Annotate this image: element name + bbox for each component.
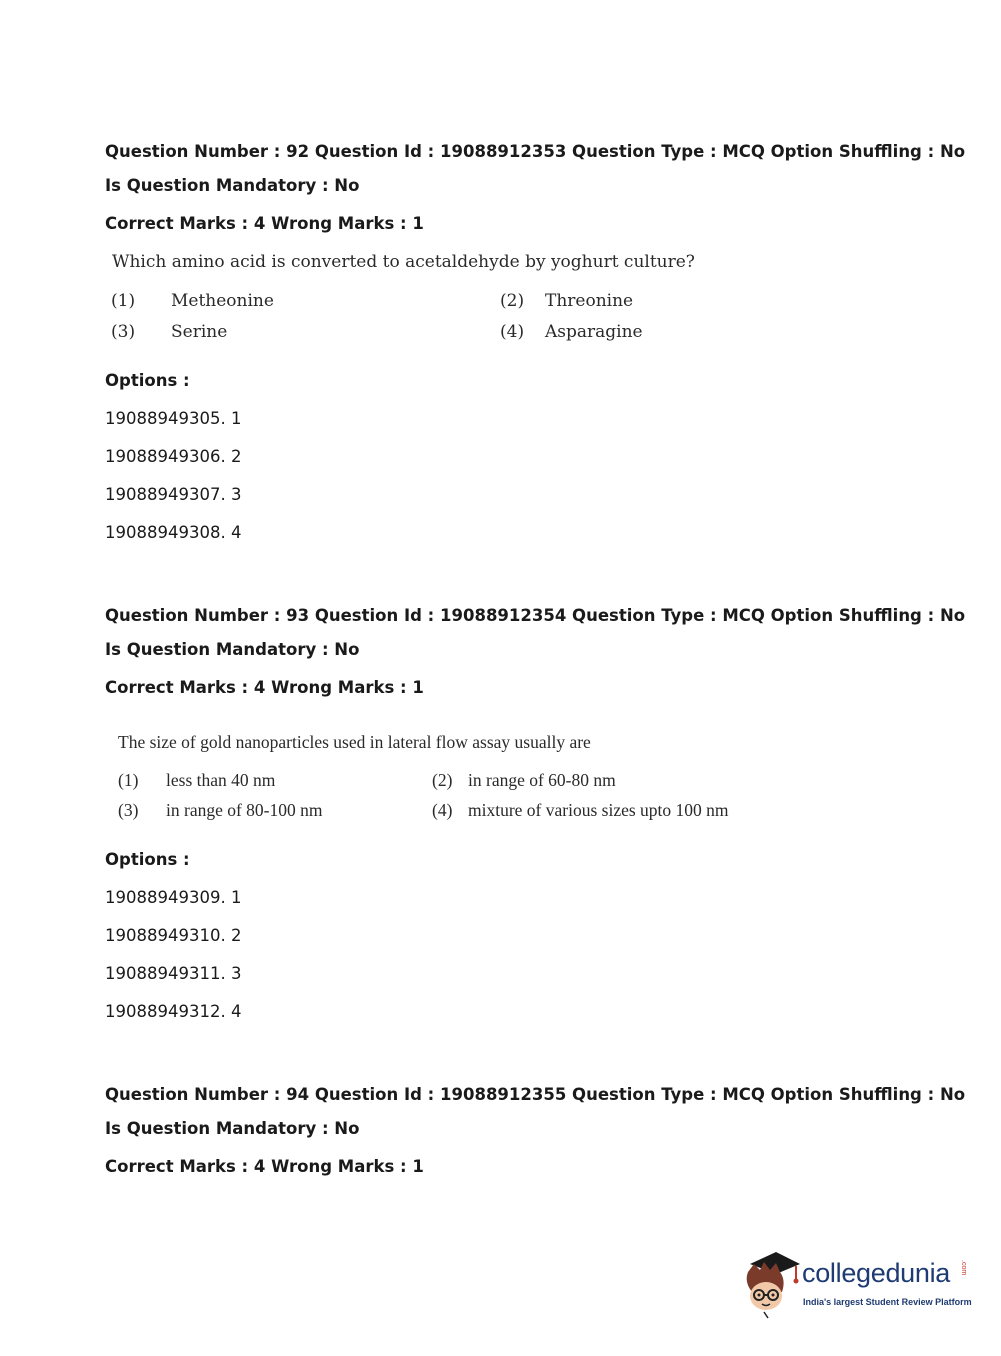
q92-choice-4-text: Asparagine (545, 322, 643, 342)
logo-wordmark: collegedunia (802, 1258, 951, 1288)
q92-header: Question Number : 92 Question Id : 19088912353 Question Type : MCQ Option Shuffling : No (105, 142, 966, 161)
q93-option-1: 19088949309. 1 (105, 888, 242, 907)
q92-stem: Which amino acid is converted to acetaldehyde by yoghurt culture? (112, 252, 695, 272)
q93-choice-3-text: in range of 80-100 nm (166, 800, 323, 820)
q92-choice-2-text: Threonine (545, 291, 634, 311)
q93-option-4: 19088949312. 4 (105, 1002, 242, 1021)
q93-option-2: 19088949310. 2 (105, 926, 242, 945)
q92-option-4: 19088949308. 4 (105, 523, 242, 542)
q92-choice-2-num: (2) (500, 291, 525, 311)
q93-choice-3-num: (3) (118, 800, 139, 820)
q93-choice-4-num: (4) (432, 800, 453, 820)
q93-choice-4-text: mixture of various sizes upto 100 nm (468, 800, 729, 820)
q93-option-3: 19088949311. 3 (105, 964, 242, 983)
q92-mandatory: Is Question Mandatory : No (105, 176, 360, 195)
mascot-icon (742, 1250, 802, 1320)
q92-choice-3-text: Serine (171, 322, 228, 342)
q94-mandatory: Is Question Mandatory : No (105, 1119, 360, 1138)
q92-marks: Correct Marks : 4 Wrong Marks : 1 (105, 214, 424, 233)
q93-stem: The size of gold nanoparticles used in lateral flow assay usually are (118, 732, 591, 752)
q92-option-3: 19088949307. 3 (105, 485, 242, 504)
q92-option-1: 19088949305. 1 (105, 409, 242, 428)
q93-options-label: Options : (105, 850, 190, 869)
q92-choice-1-num: (1) (111, 291, 136, 311)
q92-choice-3-num: (3) (111, 322, 136, 342)
q92-choice-1-text: Metheonine (171, 291, 274, 311)
logo-tagline: India's largest Student Review Platform (803, 1297, 972, 1307)
q92-option-2: 19088949306. 2 (105, 447, 242, 466)
q94-marks: Correct Marks : 4 Wrong Marks : 1 (105, 1157, 424, 1176)
q93-choice-2-num: (2) (432, 770, 453, 790)
collegedunia-logo (742, 1250, 972, 1320)
q92-choice-4-num: (4) (500, 322, 525, 342)
q93-header: Question Number : 93 Question Id : 19088912354 Question Type : MCQ Option Shuffling : No (105, 606, 966, 625)
q93-choice-1-text: less than 40 nm (166, 770, 276, 790)
q92-options-label: Options : (105, 371, 190, 390)
q93-choice-1-num: (1) (118, 770, 139, 790)
q93-marks: Correct Marks : 4 Wrong Marks : 1 (105, 678, 424, 697)
q94-header: Question Number : 94 Question Id : 19088912355 Question Type : MCQ Option Shuffling : No (105, 1085, 966, 1104)
logo-suffix: .com (960, 1260, 967, 1276)
q93-mandatory: Is Question Mandatory : No (105, 640, 360, 659)
q93-choice-2-text: in range of 60-80 nm (468, 770, 616, 790)
